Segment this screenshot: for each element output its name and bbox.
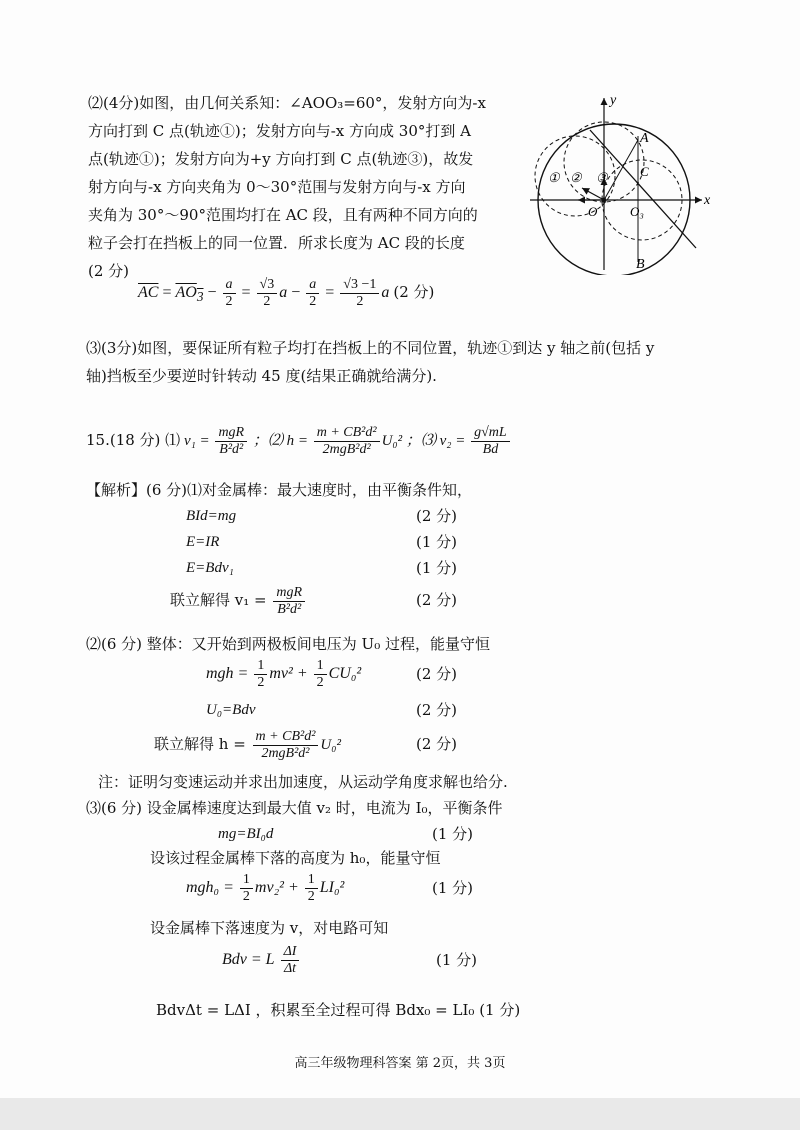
label-A: A [640, 131, 649, 146]
eq-u0: U₀=Bdv [206, 702, 256, 718]
eq-bid: BId=mg [186, 508, 237, 524]
q15-header: 15.(18 分) ⑴ v₁ = $\frac{\text{mgR}}{\text{B²d²}}$ ；⑵ h = $\frac{\text{m + CB²d²}}{\text{2mgB²d²}}$ U₀² ；⑶ v₂ = $\frac{g√mL}{Bd}$ [86, 420, 512, 460]
label-O: O [588, 204, 598, 219]
eq-energy-2: mgh₀ = $\frac{1}{2}$ mv₂² + $\frac{1}{2}$ LI₀² [186, 871, 345, 904]
p3-line-1: ⑶(3分)如图，要保证所有粒子均打在挡板上的不同位置，轨迹①到达 y 轴之前(包括 y [86, 339, 655, 357]
p2-line-4: 射方向与-x 方向夹角为 0～30°范围与发射方向与-x 方向 [88, 178, 466, 196]
axis-y-label: y [610, 93, 617, 108]
ao3-segment: $AO_3$ [175, 284, 204, 305]
trajectory-label-2: ② [570, 170, 582, 185]
p2-line-5: 夹角为 30°～90°范围均打在 AC 段，且有两种不同方向的 [88, 206, 478, 224]
score-8: (1 分) [432, 825, 474, 843]
frac-a-2: $\frac{a}{2}$ [223, 277, 236, 310]
label-C: C [640, 164, 649, 179]
p2-line-3: 点(轨迹①)；发射方向为+y 方向打到 C 点(轨迹③)，故发 [88, 150, 474, 168]
score-9: (1 分) [432, 879, 474, 897]
p2-line-7: (2 分) [88, 262, 130, 280]
eq-mg: mg=BI₀d [218, 826, 274, 842]
arrow-2 [582, 188, 604, 200]
score-5: (2 分) [416, 665, 458, 683]
page-footer: 高三年级物理科答案 第 2页，共 3页 [294, 1056, 506, 1071]
eq-ebdv: E=Bdv₁ [186, 560, 234, 576]
combine-2: 联立解得 h = $\frac{\text{m + CB²d²}}{\text{2mgB²d²}}$ U₀² [154, 728, 341, 761]
radius-line [604, 140, 638, 200]
part3-q15: ⑶(6 分) 设金属棒速度达到最大值 v₂ 时，电流为 I₀，平衡条件 [86, 799, 503, 817]
combine-1: 联立解得 v₁ = $\frac{\text{mgR}}{\text{B²d²}}$ [170, 580, 307, 620]
score-1: (2 分) [416, 507, 458, 525]
score-3: (1 分) [416, 559, 458, 577]
eq-energy-1: mgh = $\frac{1}{2}$ mv² + $\frac{1}{2}$ CU₀² [206, 657, 362, 690]
axis-x-label: x [704, 193, 711, 208]
note: 注：证明匀变速运动并求出加速度，从运动学角度求解也给分. [98, 773, 508, 791]
label-B: B [636, 257, 645, 272]
p2-line-2: 方向打到 C 点(轨迹①)；发射方向与-x 方向成 30°打到 A [88, 122, 471, 140]
p2-line-1: ⑵(4分)如图，由几何关系知：∠AOO₃=60°，发射方向为-x [88, 94, 486, 112]
score-2: (1 分) [416, 533, 458, 551]
score-6: (2 分) [416, 701, 458, 719]
frac-a-2b: $\frac{a}{2}$ [306, 277, 319, 310]
score-10: (1 分) [436, 951, 478, 969]
p2-line-6: 粒子会打在挡板上的同一位置．所求长度为 AC 段的长度 [88, 234, 465, 252]
score-7: (2 分) [416, 735, 458, 753]
frac-sqrt3-2: $\frac{√3}{2}$ [257, 277, 278, 310]
p2-formula: $\overline{AC} = AO_3$ − $\frac{a}{2}$ = $\frac{√3}{2}$ a − $\frac{a}{2}$ = $\frac{√3 -1}{2}$ a (2 分) [138, 276, 435, 309]
trajectory-label-1: ① [548, 170, 560, 185]
trajectory-label-3: ③ [596, 170, 608, 185]
part2-q15: ⑵(6 分) 整体：又开始到两极板间电压为 U₀ 过程，能量守恒 [86, 635, 490, 653]
speed-line: 设金属棒下落速度为 v，对电路可知 [150, 919, 389, 937]
bottom-bar [0, 1098, 800, 1130]
label-O3: O₃ [630, 204, 644, 219]
eq-circuit: Bdv = L $\frac{\Delta I}{\Delta t}$ [222, 938, 301, 982]
geometry-figure [520, 90, 720, 275]
p3-line-2: 轴)挡板至少要逆时针转动 45 度(结果正确就给满分). [86, 367, 437, 385]
eq-accumulate: BdvΔt = LΔI ，积累至全过程可得 Bdx₀ = LI₀ (1 分) [156, 1001, 521, 1019]
analysis-heading: 【解析】(6 分)⑴对金属棒：最大速度时，由平衡条件知， [86, 481, 473, 499]
ac-segment: $\overline{AC}$ [138, 284, 159, 301]
fall-line: 设该过程金属棒下落的高度为 h₀，能量守恒 [150, 849, 441, 867]
frac-sqrt3m1-2: $\frac{√3 -1}{2}$ [340, 277, 379, 310]
score-4: (2 分) [416, 591, 458, 609]
eq-eir: E=IR [186, 534, 220, 550]
